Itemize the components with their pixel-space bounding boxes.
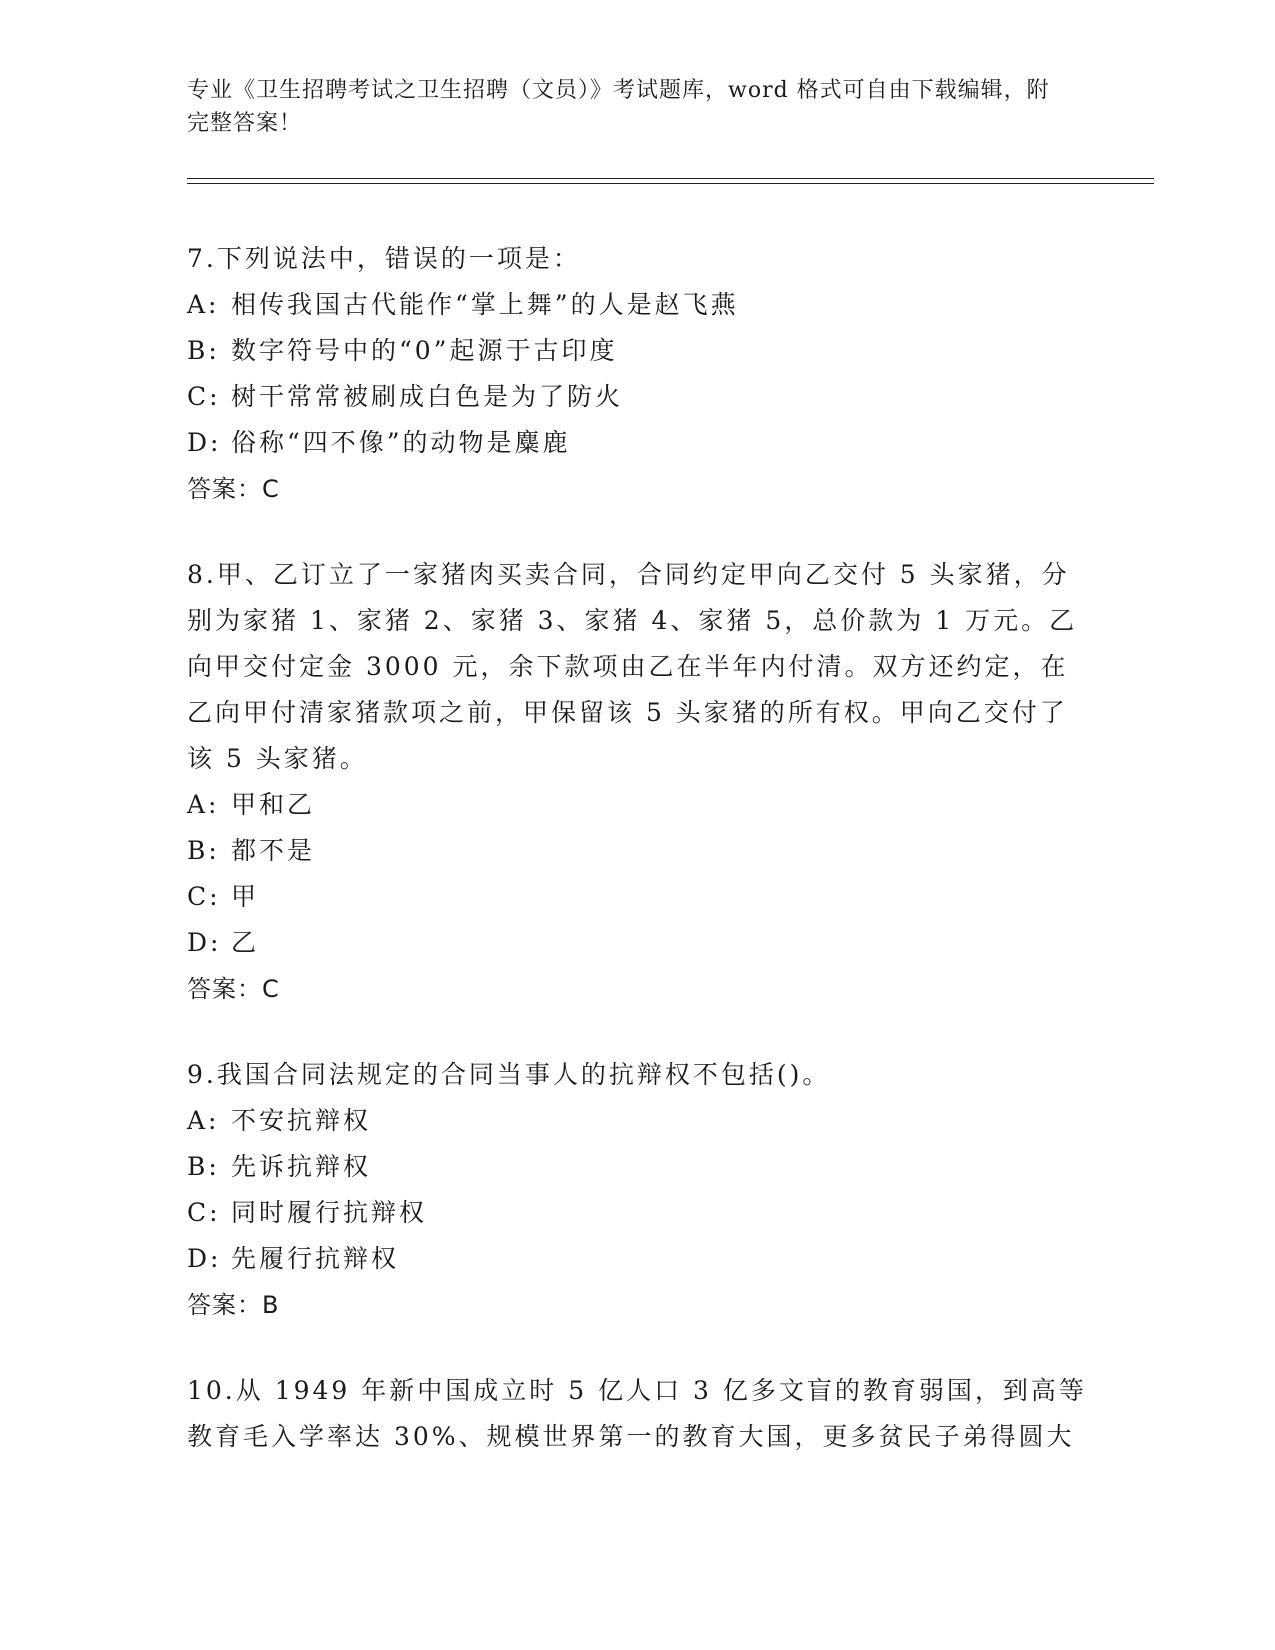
option-letter: D: [187,1244,222,1273]
answer-line: 答案：C [187,475,280,503]
option-letter: C: [187,882,221,911]
option-text: 数字符号中的“0”起源于古印度 [231,336,618,365]
option-b [187,1144,1087,1190]
option-b [187,328,1087,374]
option-letter: B: [187,836,220,865]
option-d [187,920,1087,966]
option-text: 树干常常被刷成白色是为了防火 [231,382,624,411]
option-text: 相传我国古代能作“掌上舞”的人是赵飞燕 [231,290,739,319]
option-a [187,282,1087,328]
option-letter: D: [187,428,222,457]
option-letter: A: [187,790,220,819]
question-text: 8.甲、乙订立了一家猪肉买卖合同，合同约定甲向乙交付 5 头家猪，分别为家猪 1、家猪 2、家猪 3、家猪 4、家猪 5，总价款为 1 万元。乙向甲交付定金 3000 元，余下款项由乙在半年内付清。双方还约定，在乙向甲付清家猪款项之前，甲保留该 5 头家猪的所有权。甲向乙交付了该 5 头家猪。 [187,560,1078,773]
question-7 [187,236,1087,512]
option-letter: A: [187,1106,220,1135]
option-text: 乙 [231,928,260,957]
option-text: 同时履行抗辩权 [231,1198,428,1227]
option-text: 先履行抗辩权 [231,1244,400,1273]
option-text: 先诉抗辩权 [231,1152,372,1181]
option-c [187,1190,1087,1236]
option-d [187,420,1087,466]
option-letter: D: [187,928,222,957]
answer-line: 答案：B [187,1291,280,1319]
option-a [187,1098,1087,1144]
option-text: 俗称“四不像”的动物是麋鹿 [231,428,571,457]
option-text: 都不是 [231,836,316,865]
answer-line: 答案：C [187,975,280,1003]
question-10 [187,1368,1087,1460]
question-text: 7.下列说法中，错误的一项是： [187,244,581,273]
option-letter: A: [187,290,220,319]
option-letter: C: [187,382,221,411]
header-divider-top [187,178,1154,179]
option-b [187,828,1087,874]
option-c [187,874,1087,920]
option-text: 甲和乙 [231,790,316,819]
option-a [187,782,1087,828]
question-8 [187,552,1087,1012]
document-header: 专业《卫生招聘考试之卫生招聘（文员）》考试题库，word 格式可自由下载编辑，附完整答案！ [187,78,1050,136]
option-letter: C: [187,1198,221,1227]
question-text: 10.从 1949 年新中国成立时 5 亿人口 3 亿多文盲的教育弱国，到高等教育毛入学率达 30%、规模世界第一的教育大国，更多贫民子弟得圆大 [187,1376,1087,1451]
option-letter: B: [187,336,220,365]
option-text: 甲 [231,882,260,911]
option-text: 不安抗辩权 [231,1106,372,1135]
option-letter: B: [187,1152,220,1181]
option-c [187,374,1087,420]
question-9 [187,1052,1087,1328]
header-divider-bottom [187,183,1154,184]
option-d [187,1236,1087,1282]
question-text: 9.我国合同法规定的合同当事人的抗辩权不包括()。 [187,1060,831,1089]
question-list [187,236,1087,1500]
